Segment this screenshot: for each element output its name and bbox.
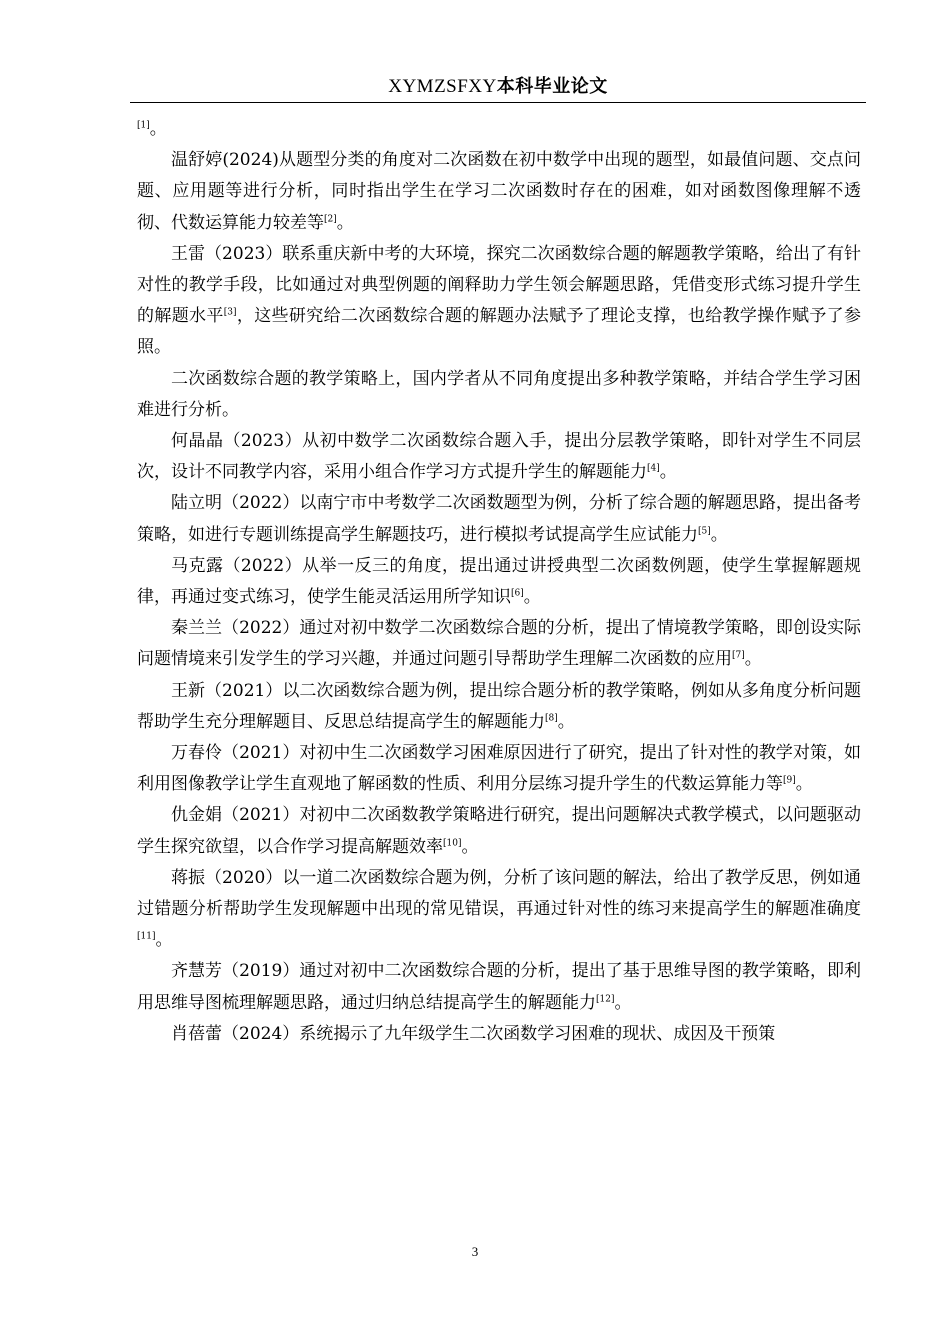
header-code: XYMZSFXY [388,76,497,97]
header-rule [130,102,866,103]
paragraph: 陆立明（2022）以南宁市中考数学二次函数题型为例，分析了综合题的解题思路，提出备考策略，如进行专题训练提高学生解题技巧，进行模拟考试提高学生应试能力[5]。 [137,493,861,545]
paragraph: 王雷（2023）联系重庆新中考的大环境，探究二次函数综合题的解题教学策略，给出了有针对性的教学手段，比如通过对典型例题的阐释助力学生领会解题思路，凭借变形式练习提升学生的解题水平[3]，这些研究给二次函数综合题的解题办法赋予了理论支撑，也给教学操作赋予了参照。 [137,243,862,358]
paragraph: 万春伶（2021）对初中生二次函数学习困难原因进行了研究，提出了针对性的教学对策，如利用图像教学让学生直观地了解函数的性质、利用分层练习提升学生的代数运算能力等[9]。 [137,743,861,795]
paragraph: 蒋振（2020）以一道二次函数综合题为例，分析了该问题的解法，给出了教学反思，例如通过错题分析帮助学生发现解题中出现的常见错误，再通过针对性的练习来提高学生的解题准确度[11]。 [137,867,861,951]
citation: [7] [732,650,745,661]
paragraph: 何晶晶（2023）从初中数学二次函数综合题入手，提出分层教学策略，即针对学生不同层次，设计不同教学内容，采用小组合作学习方式提升学生的解题能力[4]。 [137,431,861,483]
paragraph: 齐慧芳（2019）通过对初中二次函数综合题的分析，提出了基于思维导图的教学策略，即利用思维导图梳理解题思路，通过归纳总结提高学生的解题能力[12]。 [137,961,861,1013]
paragraph: 二次函数综合题的教学策略上，国内学者从不同角度提出多种教学策略，并结合学生学习困难进行分析。 [137,368,861,420]
paragraph: 仇金娟（2021）对初中二次函数教学策略进行研究，提出问题解决式教学模式，以问题驱动学生探究欲望，以合作学习提高解题效率[10]。 [137,805,861,857]
paragraph: 秦兰兰（2022）通过对初中数学二次函数综合题的分析，提出了情境教学策略，即创设实际问题情境来引发学生的学习兴趣，并通过问题引导帮助学生理解二次函数的应用[7]。 [137,618,861,670]
citation: [8] [545,713,558,724]
citation: [11] [137,931,156,942]
paragraph: 马克露（2022）从举一反三的角度，提出通过讲授典型二次函数例题，使学生掌握解题规律，再通过变式练习，使学生能灵活运用所学知识[6]。 [137,555,861,608]
header-title: 本科毕业论文 [496,76,608,97]
citation: [6] [511,588,524,599]
citation: [3] [223,307,237,318]
citation: [5] [698,525,711,536]
paragraph: 王新（2021）以二次函数综合题为例，提出综合题分析的教学策略，例如从多角度分析问题帮助学生充分理解题目、反思总结提高学生的解题能力[8]。 [137,680,861,732]
page-number: 3 [471,1244,479,1259]
paragraph: 肖蓓蕾（2024）系统揭示了九年级学生二次函数学习困难的现状、成因及干预策 [171,1023,776,1044]
citation: [1] [137,120,150,131]
paragraph: 温舒婷(2024)从题型分类的角度对二次函数在初中数学中出现的题型，如最值问题、交点问题、应用题等进行分析，同时指出学生在学习二次函数时存在的困难，如对函数图像理解不透彻、代数运算能力较差等[2]。 [137,150,861,233]
citation: [9] [783,775,796,786]
citation: [10] [443,838,462,849]
citation: [12] [596,994,615,1005]
citation: [2] [324,213,337,224]
running-header [130,72,866,102]
body-text [137,114,861,1050]
paragraph: [1]。 [137,119,167,139]
citation: [4] [647,463,660,474]
